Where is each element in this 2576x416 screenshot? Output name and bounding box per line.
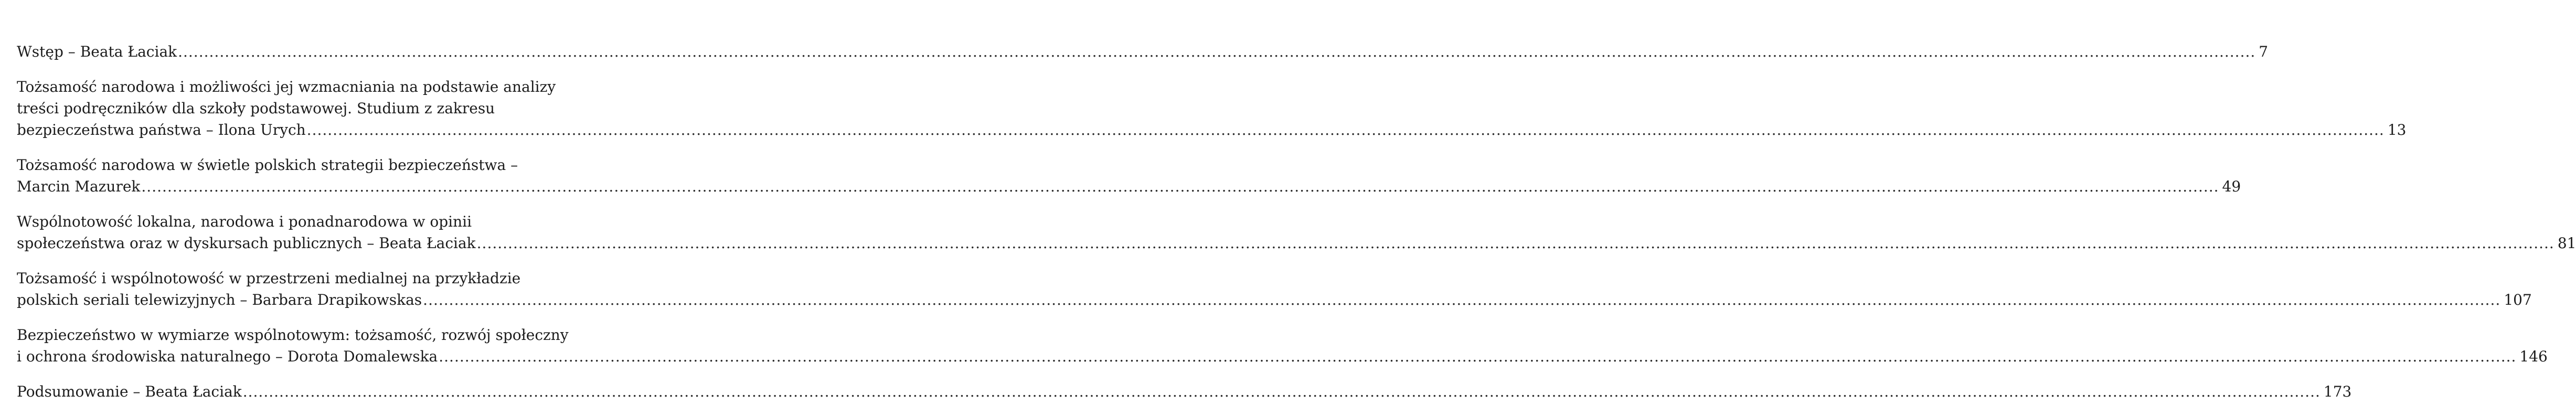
dot-leader: ................................................................................................................................................................................................................................................................................................................................................................................................................ — [306, 121, 2385, 138]
toc-entry-line — [17, 41, 2269, 62]
toc-entry-line — [17, 119, 2407, 141]
toc-entry-line: Tożsamość narodowa i możliwości jej wzmacniania na podstawie analizy — [17, 78, 556, 95]
toc-page-number: 49 — [2222, 178, 2241, 195]
toc-entry — [17, 154, 2241, 197]
toc-page-number: 107 — [2504, 291, 2532, 308]
toc-entry-text: Marcin Mazurek — [17, 178, 141, 195]
table-of-contents — [17, 41, 2576, 416]
toc-entry-text: społeczeństwa oraz w dyskursach publicznych – Beata Łaciak — [17, 234, 476, 252]
toc-entry — [17, 76, 2407, 141]
toc-entry-text: Podsumowanie – Beata Łaciak — [17, 383, 242, 400]
toc-entry-line: Wspólnotowość lokalna, narodowa i ponadnarodowa w opinii — [17, 213, 472, 230]
toc-entry-title — [17, 41, 2269, 62]
toc-entry-title — [17, 381, 2352, 402]
toc-entry-title — [17, 211, 2576, 254]
toc-entry-line — [17, 381, 2352, 402]
toc-entry-text: bezpieczeństwa państwa – Ilona Urych — [17, 121, 306, 138]
toc-entry-line — [17, 232, 2576, 254]
toc-entry-line — [17, 346, 2548, 367]
toc-page-number: 146 — [2519, 348, 2548, 365]
toc-page-number: 7 — [2259, 43, 2269, 60]
toc-page-number: 13 — [2387, 121, 2407, 138]
toc-entry-line: Bezpieczeństwo w wymiarze wspólnotowym: tożsamość, rozwój społeczny — [17, 326, 569, 344]
toc-entry — [17, 324, 2548, 367]
toc-entry-title — [17, 154, 2241, 197]
toc-entry-line — [17, 176, 2241, 197]
toc-entry-line — [17, 289, 2532, 311]
toc-entry-title — [17, 268, 2532, 311]
toc-entry-line: Tożsamość narodowa w świetle polskich strategii bezpieczeństwa – — [17, 156, 518, 174]
toc-entry-text: i ochrona środowiska naturalnego – Dorota Domalewska — [17, 348, 438, 365]
toc-page-number: 173 — [2323, 383, 2352, 400]
toc-entry-text: polskich seriali telewizyjnych – Barbara Drapikowskas — [17, 291, 422, 308]
toc-entry — [17, 41, 2269, 62]
toc-entry — [17, 268, 2532, 311]
toc-page-number: 81 — [2557, 234, 2576, 252]
toc-entry-title — [17, 76, 2407, 141]
toc-entry-text: Wstęp – Beata Łaciak — [17, 43, 177, 60]
dot-leader: ................................................................................................................................................................................................................................................................................................................................................................................................................ — [476, 234, 2554, 252]
toc-entry-line: treści podręczników dla szkoły podstawowej. Studium z zakresu — [17, 100, 495, 117]
toc-entry — [17, 211, 2576, 254]
dot-leader: ................................................................................................................................................................................................................................................................................................................................................................................................................ — [423, 291, 2501, 308]
toc-entry — [17, 381, 2352, 402]
dot-leader: ................................................................................................................................................................................................................................................................................................................................................................................................................ — [178, 43, 2256, 60]
dot-leader: ................................................................................................................................................................................................................................................................................................................................................................................................................ — [141, 178, 2219, 195]
toc-entry-title — [17, 324, 2548, 367]
dot-leader: ................................................................................................................................................................................................................................................................................................................................................................................................................ — [242, 383, 2320, 400]
dot-leader: ................................................................................................................................................................................................................................................................................................................................................................................................................ — [439, 348, 2517, 365]
toc-entry-line: Tożsamość i wspólnotowość w przestrzeni medialnej na przykładzie — [17, 270, 521, 287]
